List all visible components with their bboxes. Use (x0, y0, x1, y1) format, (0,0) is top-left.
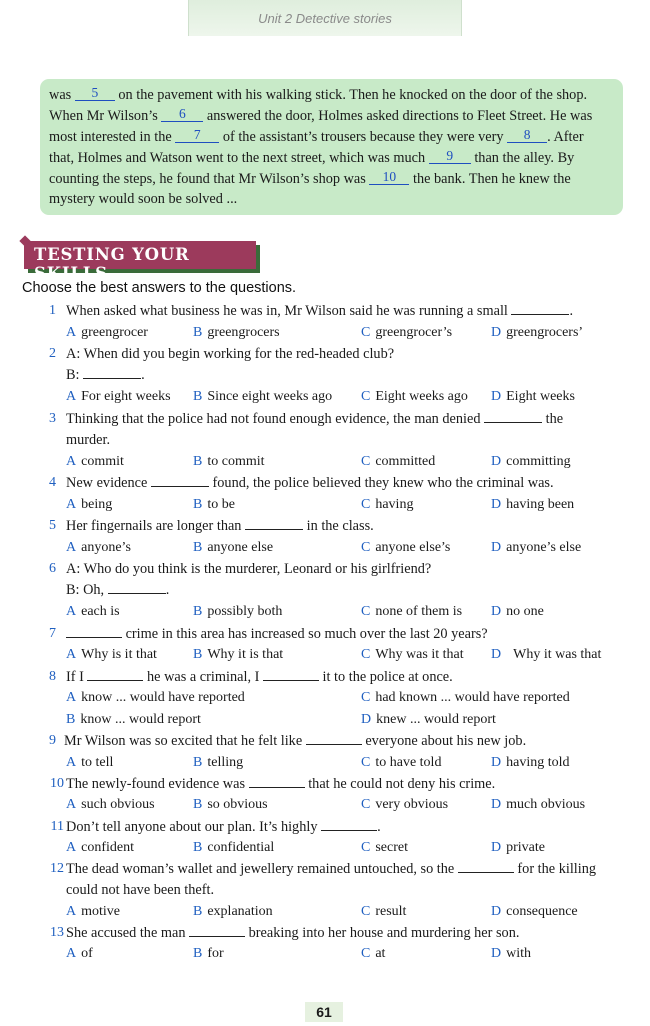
option-c: C result (361, 904, 407, 919)
option-d: D having been (491, 497, 575, 512)
question-text: murder. (66, 432, 111, 448)
question-stem: The dead woman’s wallet and jewellery remained untouched, so the (66, 861, 458, 877)
question-stem: The newly-found evidence was (66, 776, 249, 792)
question-number: 13 (50, 925, 64, 940)
option-d: D knew ... would report (361, 712, 496, 727)
option-c: C committed (361, 454, 436, 469)
passage-text: than the alley. By (470, 150, 575, 166)
question-number: 1 (49, 303, 56, 318)
option-b: B confidential (193, 840, 275, 855)
option-d: D greengrocers’ (491, 325, 584, 340)
question-stem: Thinking that the police had not found enough evidence, the man denied (66, 411, 485, 427)
question-stem: Mr Wilson was so excited that he felt like (64, 733, 306, 749)
option-d: D anyone’s else (491, 540, 582, 555)
question-number: 12 (50, 861, 64, 876)
option-b: B know ... would report (66, 712, 201, 727)
section-banner (24, 235, 262, 283)
question-text: A: Who do you think is the murderer, Leonard or his girlfriend? (66, 561, 432, 577)
option-c: C having (361, 497, 414, 512)
passage-text: on the pavement with his walking stick. Then he knocked on the door of the shop. (114, 87, 588, 103)
option-c: C greengrocer’s (361, 325, 453, 340)
question-text (66, 669, 453, 686)
option-c: C Why was it that (361, 647, 464, 662)
option-d: D much obvious (491, 797, 586, 812)
question-text (66, 925, 519, 942)
option-a: A anyone’s (66, 540, 131, 555)
unit-title: Unit 2 Detective stories (258, 11, 392, 26)
option-c: C anyone else’s (361, 540, 451, 555)
passage-text: answered the door, Holmes asked directions to Fleet Street. He was (203, 108, 593, 124)
question-stem: found, the police believed they knew who the criminal was. (208, 475, 554, 491)
option-b: B greengrocers (193, 325, 280, 340)
question-text (66, 861, 596, 878)
question-number: 11 (50, 819, 64, 834)
option-c: C secret (361, 840, 408, 855)
option-c: C had known ... would have reported (361, 690, 570, 705)
option-a: A of (66, 946, 93, 961)
option-b: B explanation (193, 904, 273, 919)
passage-line (49, 86, 587, 104)
option-a: A For eight weeks (66, 389, 171, 404)
passage-line (49, 149, 574, 167)
question-stem: that he could not deny his crime. (304, 776, 496, 792)
option-b: B Since eight weeks ago (193, 389, 333, 404)
question-stem: Don’t tell anyone about our plan. It’s highly (66, 819, 322, 835)
question-text (66, 582, 169, 599)
question-number: 4 (49, 475, 56, 490)
question-text (66, 518, 374, 535)
option-a: A each is (66, 604, 120, 619)
question-stem: B: Oh, (66, 582, 108, 598)
passage-text: most interested in the (49, 129, 176, 145)
question-stem: New evidence (66, 475, 151, 491)
answer-blank: 6 (161, 107, 203, 122)
answer-blank: 8 (507, 128, 547, 143)
answer-blank: 10 (369, 170, 409, 185)
option-b: B possibly both (193, 604, 283, 619)
question-stem: everyone about his new job. (361, 733, 527, 749)
question-number: 9 (49, 733, 56, 748)
question-text (66, 626, 488, 643)
option-a: A motive (66, 904, 121, 919)
option-a: A Why is it that (66, 647, 157, 662)
option-d: D Eight weeks (491, 389, 575, 404)
question-number: 8 (49, 669, 56, 684)
question-text: A: When did you begin working for the red-headed club? (66, 346, 395, 362)
page-number: 61 (305, 1002, 343, 1022)
question-stem: . (569, 303, 574, 319)
passage-text: counting the steps, he found that Mr Wilson’s shop was (49, 171, 370, 187)
option-b: B anyone else (193, 540, 274, 555)
question-number: 10 (50, 776, 64, 791)
question-text (66, 475, 554, 492)
passage-text: was (49, 87, 75, 103)
question-text (66, 819, 381, 836)
passage-text: the bank. Then he knew the (409, 171, 571, 187)
option-d: D Why it was that (491, 647, 602, 662)
question-stem: She accused the man (66, 925, 190, 941)
question-stem: the (542, 411, 564, 427)
question-text (66, 776, 495, 793)
option-c: C at (361, 946, 386, 961)
option-c: C to have told (361, 755, 442, 770)
question-number: 3 (49, 411, 56, 426)
passage-line: mystery would soon be solved ... (49, 191, 238, 207)
question-stem: for the killing (513, 861, 597, 877)
question-stem: . (165, 582, 170, 598)
banner-title: TESTING YOUR SKILLS (34, 245, 190, 283)
option-d: D no one (491, 604, 544, 619)
instruction: Choose the best answers to the questions. (22, 280, 297, 296)
option-c: C none of them is (361, 604, 463, 619)
question-stem: crime in this area has increased so much over the last 20 years? (122, 626, 488, 642)
option-d: D consequence (491, 904, 578, 919)
question-stem: it to the police at once. (318, 669, 453, 685)
option-b: B to commit (193, 454, 265, 469)
question-stem: in the class. (303, 518, 374, 534)
unit-header-tab (188, 0, 462, 36)
passage-text: that, Holmes and Watson went to the next street, which was much (49, 150, 429, 166)
option-a: A confident (66, 840, 134, 855)
question-text: could not have been theft. (66, 882, 215, 898)
question-text (64, 733, 526, 750)
question-stem: B: (66, 367, 84, 383)
answer-blank: 9 (429, 149, 471, 164)
question-number: 2 (49, 346, 56, 361)
option-b: B to be (193, 497, 235, 512)
option-d: D private (491, 840, 545, 855)
option-b: B Why it is that (193, 647, 284, 662)
question-stem: When asked what business he was in, Mr Wilson said he was running a small (66, 303, 512, 319)
option-a: A to tell (66, 755, 114, 770)
option-b: B so obvious (193, 797, 268, 812)
question-text (66, 303, 573, 320)
passage-line (49, 128, 584, 146)
question-stem: breaking into her house and murdering her son. (245, 925, 520, 941)
passage-text: of the assistant’s trousers because they were very (219, 129, 508, 145)
option-d: D with (491, 946, 532, 961)
option-a: A being (66, 497, 113, 512)
passage-text: When Mr Wilson’s (49, 108, 162, 124)
question-stem: he was a criminal, I (143, 669, 263, 685)
question-stem: If I (66, 669, 88, 685)
option-c: C Eight weeks ago (361, 389, 468, 404)
question-stem: . (377, 819, 381, 835)
option-a: A greengrocer (66, 325, 148, 340)
question-number: 6 (49, 561, 56, 576)
question-stem: . (141, 367, 145, 383)
answer-blank: 7 (175, 128, 219, 143)
question-stem: Her fingernails are longer than (66, 518, 246, 534)
question-text (66, 411, 563, 428)
option-c: C very obvious (361, 797, 449, 812)
option-b: B for (193, 946, 224, 961)
passage-text: . After (547, 129, 584, 145)
answer-blank: 5 (75, 86, 115, 101)
question-number: 7 (49, 626, 56, 641)
option-a: A know ... would have reported (66, 690, 245, 705)
passage-line (49, 107, 592, 125)
question-text (66, 367, 145, 384)
option-a: A commit (66, 454, 124, 469)
option-b: B telling (193, 755, 244, 770)
option-a: A such obvious (66, 797, 155, 812)
question-number: 5 (49, 518, 56, 533)
passage-line (49, 170, 571, 188)
option-d: D committing (491, 454, 571, 469)
option-d: D having told (491, 755, 570, 770)
